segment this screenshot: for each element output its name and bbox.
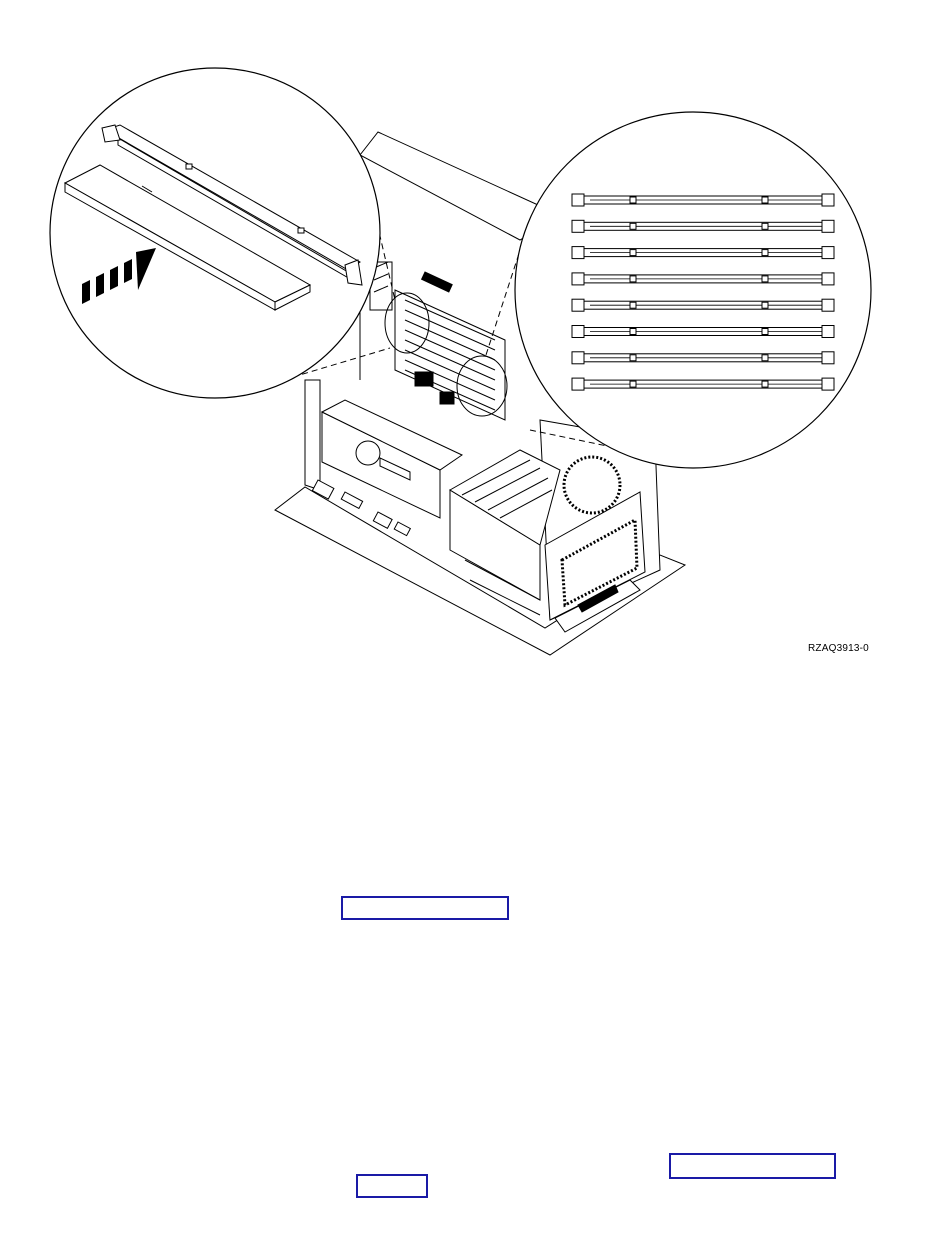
memory-slot-1: [572, 194, 834, 206]
cross-reference-link-2[interactable]: [669, 1153, 836, 1179]
memory-slot-3: [572, 247, 834, 259]
memory-slot-7: [572, 352, 834, 364]
memory-slot-6: [572, 326, 834, 338]
cross-reference-link-1[interactable]: [341, 896, 509, 920]
memory-slot-4: [572, 273, 834, 285]
drive-cage: [450, 450, 560, 615]
cross-reference-link-3[interactable]: [356, 1174, 428, 1198]
figure-id-label: RZAQ3913-0: [808, 643, 869, 654]
left-detail-circle: [50, 68, 380, 398]
memory-slot-5: [572, 299, 834, 311]
memory-slot-8: [572, 378, 834, 390]
right-detail-circle: [515, 112, 871, 468]
memory-slot-2: [572, 220, 834, 232]
system-board: [370, 262, 505, 420]
